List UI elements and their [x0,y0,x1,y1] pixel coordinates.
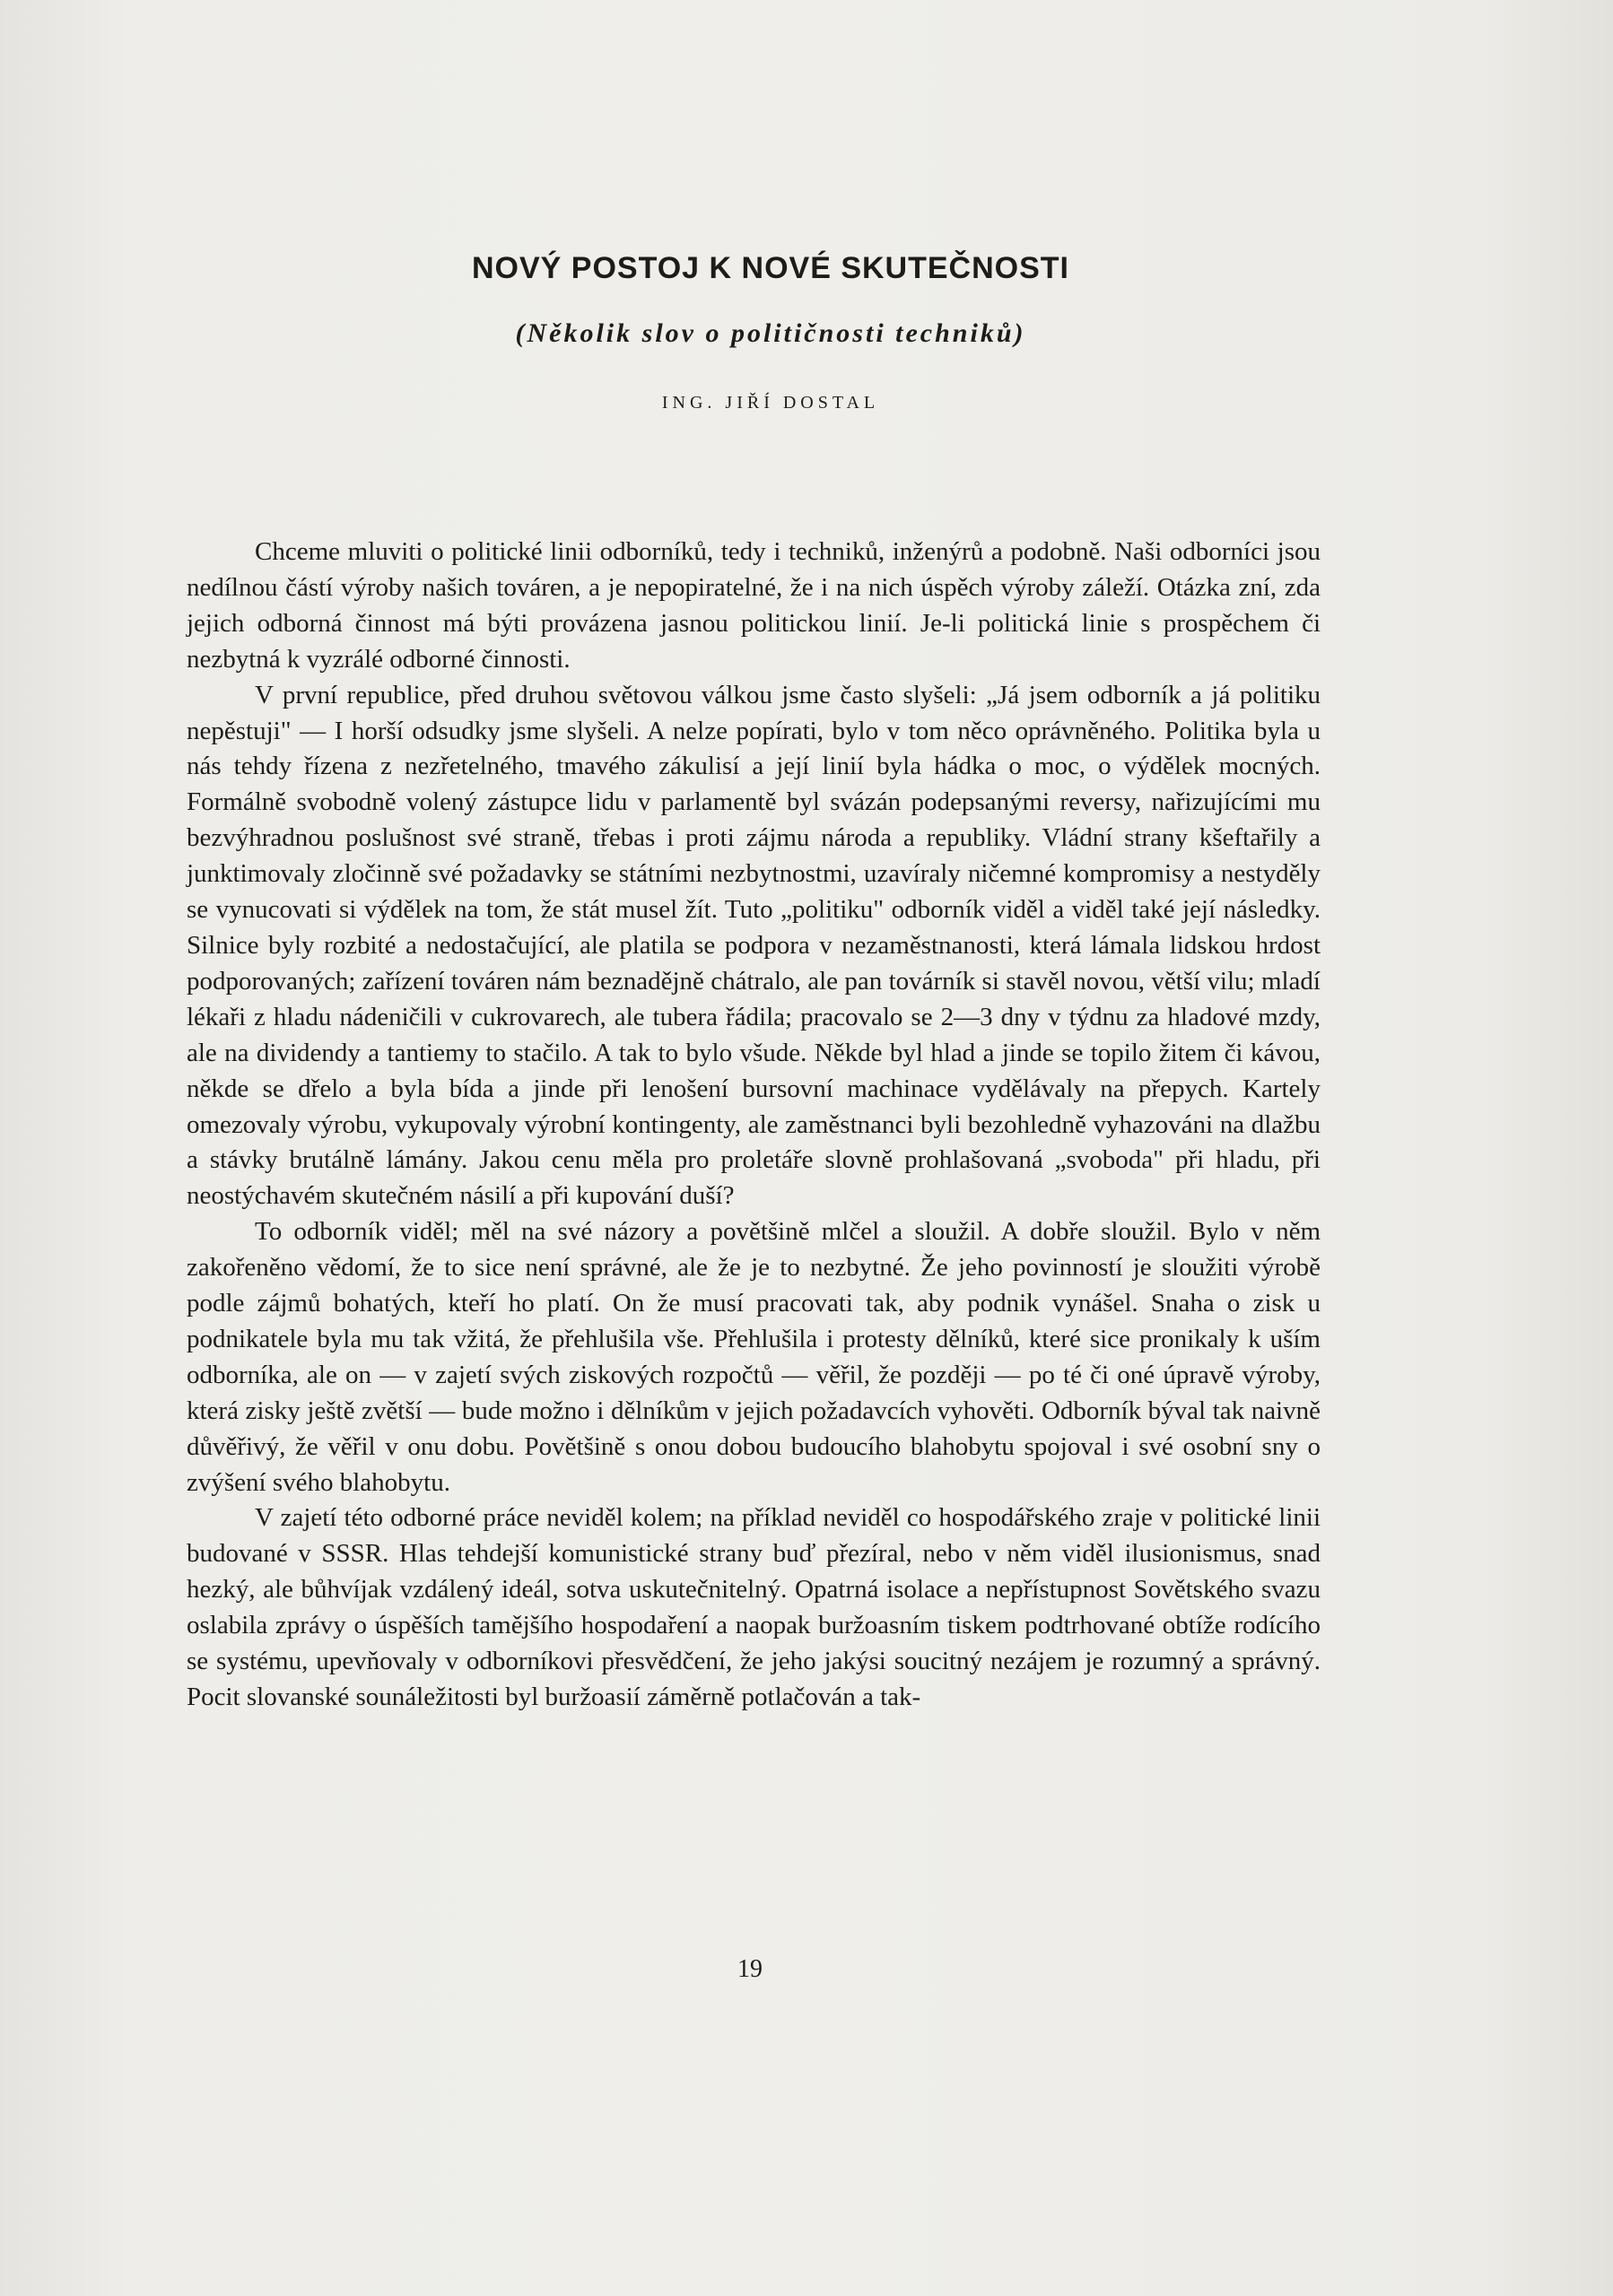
paragraph-4: V zajetí této odborné práce neviděl kolem; na příklad neviděl co hospodářského zraje v politické linii budované v SSSR. Hlas tehdejší komunistické strany buď přezíral, nebo v něm viděl ilusionismus, snad hezký, ale bůhvíjak vzdálený ideál, sotva uskutečnitelný. Opatrná isolace a nepřístupnost Sovětského svazu oslabila zprávy o úspěších tamějšího hospodaření a naopak buržoasním tiskem podtrhované obtíže rodícího se systému, upevňovaly v odborníkovi přesvědčení, že jeho jakýsi soucitný nezájem je rozumný a správný. Pocit slovanské sounáležitosti byl buržoasií záměrně potlačován a tak- [187,1503,1321,1711]
paragraph-3: To odborník viděl; měl na své názory a povětšině mlčel a sloužil. A dobře sloužil. Bylo v něm zakořeněno vědomí, že to sice není správné, ale že je to nezbytné. Že jeho povinností je sloužiti výrobě podle zájmů bohatých, kteří ho platí. On že musí pracovati tak, aby podnik vynášel. Snaha o zisk u podnikatele byla mu tak vžitá, že přehlušila vše. Přehlušila i protesty dělníků, které sice pronikaly k uším odborníka, ale on — v zajetí svých ziskových rozpočtů — věřil, že později — po té či oné úpravě výroby, která zisky ještě zvětší — bude možno i dělníkům v jejich požadavcích vyhověti. Odborník býval tak naivně důvěřivý, že věřil v onu dobu. Povětšině s onou dobou budoucího blahobytu spojoval i své osobní sny o zvýšení svého blahobytu. [187,1217,1321,1497]
paragraph-2: V první republice, před druhou světovou válkou jsme často slyšeli: „Já jsem odborník a já politiku nepěstuji" — I horší odsudky jsme slyšeli. A nelze popírati, bylo v tom něco oprávněného. Politika byla u nás tehdy řízena z nezřetelného, tmavého zákulisí a její linií byla hádka o moc, o výdělek mocných. Formálně svobodně volený zástupce lidu v parlamentě byl svázán podepsanými reversy, nařizujícími mu bezvýhradnou poslušnost své straně, třebas i proti zájmu národa a republiky. Vládní strany kšeftařily a junktimovaly zločinně své požadavky se státními nezbytnostmi, uzavíraly ničemné kompromisy a nestyděly se vynucovati si výdělek na tom, že stát musel žít. Tuto „politiku" odborník viděl a viděl také její následky. Silnice byly rozbité a nedostačující, ale platila se podpora v nezaměstnanosti, která lámala lidskou hrdost podporovaných; zařízení továren nám beznadějně chátralo, ale pan továrník si stavěl novou, větší vilu; mladí lékaři z hladu nádeničili v cukrovarech, ale tubera řádila; pracovalo se 2—3 dny v týdnu za hladové mzdy, ale na dividendy a tantiemy to stačilo. A tak to bylo všude. Někde byl hlad a jinde se topilo žitem či kávou, někde se dřelo a byla bída a jinde při lenošení bursovní machinace vydělávaly na přepych. Kartely omezovaly výrobu, vykupovaly výrobní kontingenty, ale zaměstnanci byli bezohledně vyhazováni na dlažbu a stávky brutálně lámány. Jakou cenu měla pro proletáře slovně prohlašovaná „svoboda" při hladu, při neostýchavém skutečném násilí a při kupování duší? [187,680,1321,1211]
article-author: ING. JIŘÍ DOSTAL [661,393,880,413]
article-subtitle: (Několik slov o političnosti techniků) [515,318,1026,348]
article-title: NOVÝ POSTOJ K NOVÉ SKUTEČNOSTI [471,251,1070,285]
page-number: 19 [737,1955,763,1983]
article-body [187,535,1321,1716]
paragraph-1: Chceme mluviti o politické linii odborníků, tedy i techniků, inženýrů a podobně. Naši odborníci jsou nedílnou částí výroby našich továren, a je nepopiratelné, že i na nich úspěch výroby záleží. Otázka zní, zda jejich odborná činnost má býti provázena jasnou politickou linií. Je-li politická linie s prospěchem či nezbytná k vyzrálé odborné činnosti. [187,537,1321,674]
